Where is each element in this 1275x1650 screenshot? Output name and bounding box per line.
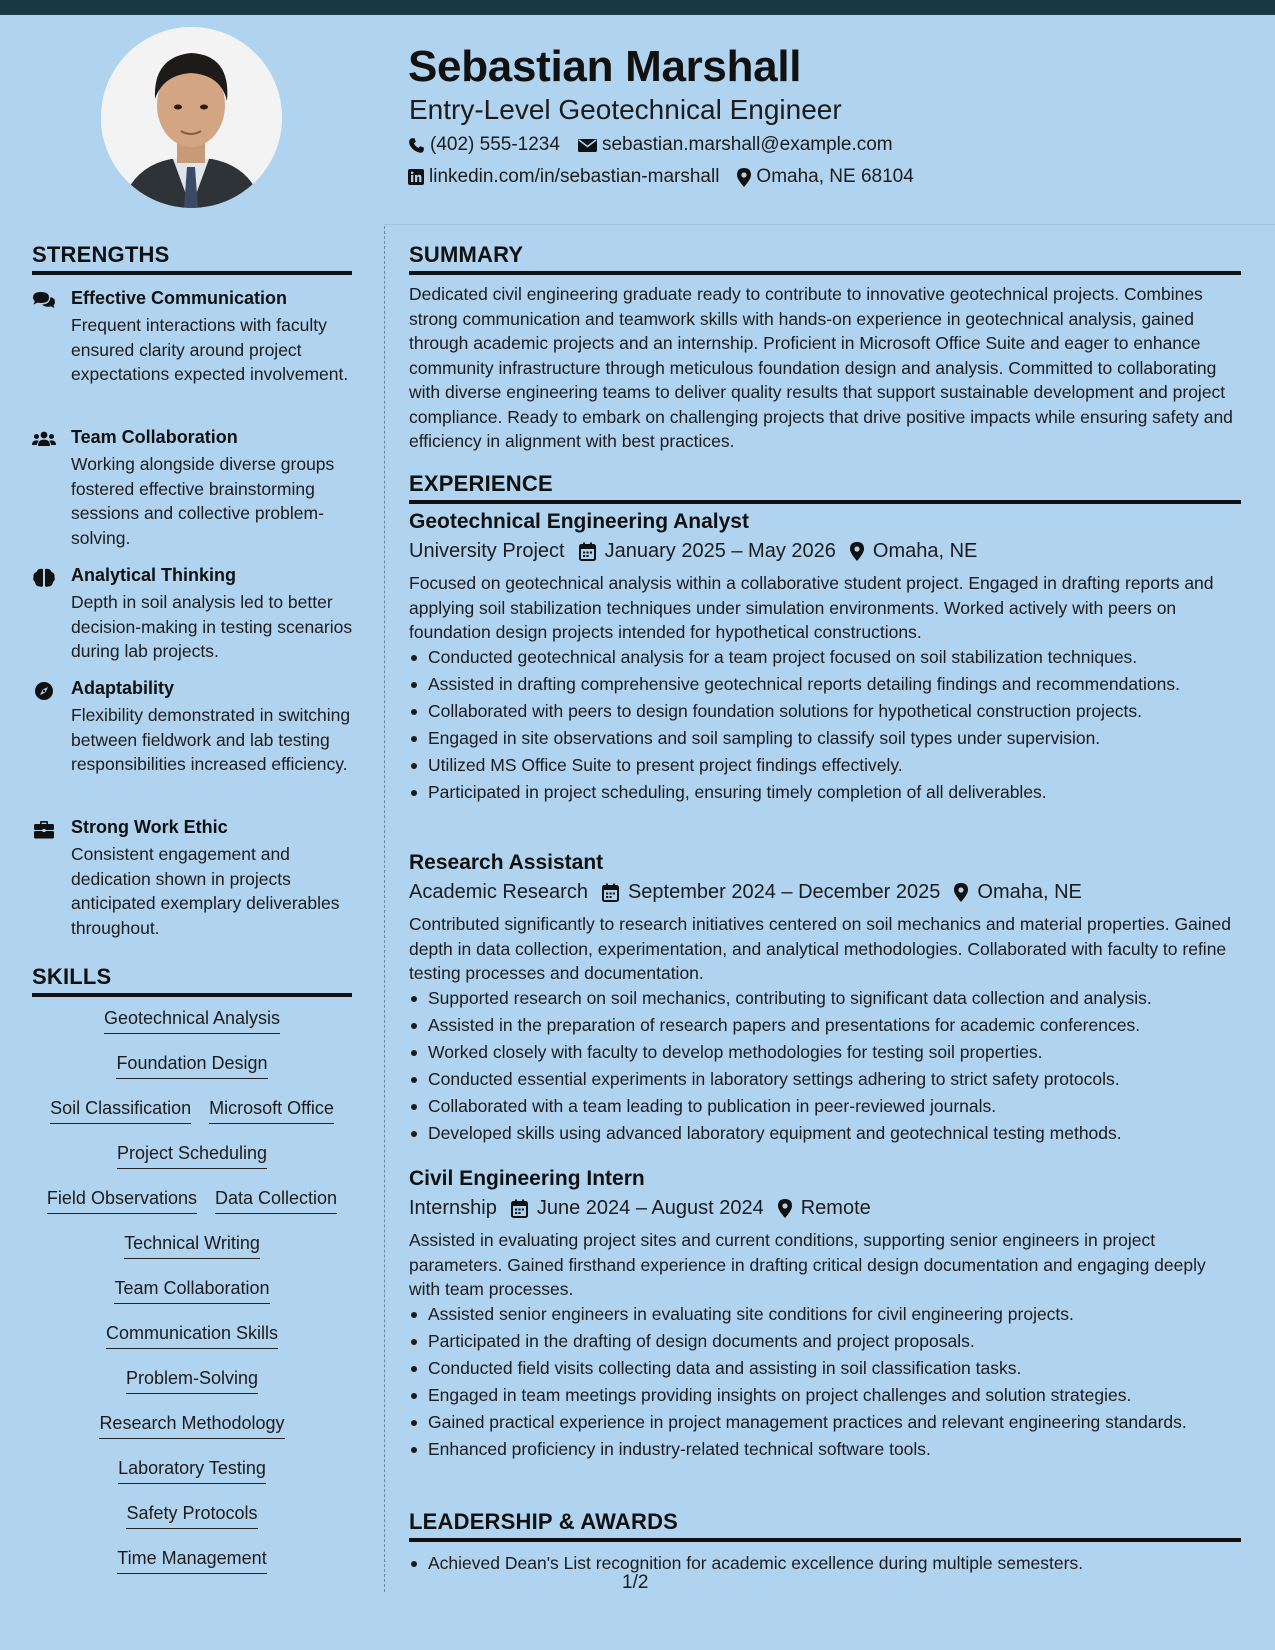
strength-description: Working alongside diverse groups fostered effective brainstorming sessions and collective problem-solving. [71,454,335,548]
brain-icon [32,568,56,588]
job-dates: January 2025 – May 2026 [604,540,836,562]
map-pin-icon [850,542,864,561]
list-item: Participated in project scheduling, ensuring timely completion of all deliverables. [409,780,1241,805]
candidate-title: Entry-Level Geotechnical Engineer [409,94,842,125]
map-pin-icon [954,883,968,902]
list-item: Developed skills using advanced laboratory equipment and geotechnical testing methods. [409,1121,1241,1146]
candidate-name: Sebastian Marshall [408,42,802,91]
strength-title: Effective Communication [71,288,288,308]
skill-tag: Technical Writing [124,1233,260,1259]
list-item: Collaborated with peers to design foundation solutions for hypothetical construction projects. [409,699,1241,724]
contact-row-1 [408,134,911,156]
strength-title: Analytical Thinking [71,565,237,585]
strength-description: Depth in soil analysis led to better decision-making in testing scenarios during lab projects. [71,592,353,661]
skill-tag: Communication Skills [106,1323,278,1349]
linkedin-text: linkedin.com/in/sebastian-marshall [429,166,720,187]
calendar-icon [579,542,596,561]
job-location: Omaha, NE [872,540,978,562]
calendar-icon [511,1199,528,1218]
job-meta [409,1197,1241,1220]
list-item: Conducted field visits collecting data and assisting in soil classification tasks. [409,1356,1241,1381]
strength-description: Consistent engagement and dedication shown in projects anticipated exemplary deliverables throughout. [71,844,340,938]
users-icon [32,430,56,450]
job-meta [409,881,1241,904]
job-description: Focused on geotechnical analysis within a collaborative student project. Engaged in drafting reports and applying soil stabilization techniques under simulation environments. Worked actively with peers on foundation design projects intended for hypothetical constructions. [409,573,1214,642]
skill-tag: Problem-Solving [126,1368,258,1394]
skill-tag: Soil Classification [50,1098,191,1124]
list-item: Engaged in site observations and soil sampling to classify soil types under supervision. [409,726,1241,751]
job-title: Research Assistant [409,851,604,874]
list-item: Enhanced proficiency in industry-related technical software tools. [409,1437,1241,1462]
skill-tag: Safety Protocols [126,1503,257,1529]
skill-tag: Laboratory Testing [118,1458,266,1484]
list-item: Worked closely with faculty to develop methodologies for testing soil properties. [409,1040,1241,1065]
linkedin-icon [408,169,424,185]
email-contact[interactable] [578,134,893,156]
phone-text: (402) 555-1234 [430,134,560,155]
header-divider [384,224,1275,225]
location-contact [737,166,913,188]
strength-title: Team Collaboration [71,427,238,447]
job-location: Remote [800,1197,871,1219]
skill-tag: Time Management [117,1548,266,1574]
envelope-icon [578,138,597,153]
strengths-heading: STRENGTHS [32,242,352,275]
strength-title: Adaptability [71,678,175,698]
job-org: University Project [409,540,565,562]
job-org: Internship [409,1197,497,1219]
list-item: Gained practical experience in project management practices and relevant engineering standards. [409,1410,1241,1435]
job-title: Geotechnical Engineering Analyst [409,510,749,533]
job-description: Contributed significantly to research initiatives centered on soil mechanics and material properties. Gained depth in data collection, experimentation, and analytical methodologies. Collaborated with faculty to refine testing processes and documentation. [409,914,1231,983]
comments-icon [32,291,56,311]
skill-tag: Data Collection [215,1188,337,1214]
list-item: Conducted essential experiments in laboratory settings adhering to strict safety protocols. [409,1067,1241,1092]
strength-title: Strong Work Ethic [71,817,228,837]
map-pin-icon [737,168,751,187]
linkedin-contact[interactable] [408,166,719,188]
list-item: Conducted geotechnical analysis for a team project focused on soil stabilization techniques. [409,645,1241,670]
job-bullets [409,645,1241,805]
list-item: Achieved Dean's List recognition for academic excellence during multiple semesters. [409,1551,1241,1576]
profile-photo [101,27,282,208]
experience-entry [409,851,1241,1148]
leadership-heading: LEADERSHIP & AWARDS [409,1509,1241,1542]
list-item: Assisted in drafting comprehensive geotechnical reports detailing findings and recommendations. [409,672,1241,697]
list-item: Collaborated with a team leading to publication in peer-reviewed journals. [409,1094,1241,1119]
contact-row-2 [408,166,932,188]
job-location: Omaha, NE [977,881,1082,903]
summary-heading: SUMMARY [409,242,1241,275]
list-item: Participated in the drafting of design documents and project proposals. [409,1329,1241,1354]
leadership-list [409,1551,1241,1578]
phone-icon [408,137,425,154]
skill-tag: Microsoft Office [209,1098,334,1124]
skill-tag: Team Collaboration [114,1278,269,1304]
job-dates: June 2024 – August 2024 [536,1197,764,1219]
list-item: Assisted in the preparation of research papers and presentations for academic conferences. [409,1013,1241,1038]
skill-tag: Research Methodology [99,1413,284,1439]
skill-tag: Geotechnical Analysis [104,1008,280,1034]
experience-entry [409,510,1241,807]
list-item: Utilized MS Office Suite to present project findings effectively. [409,753,1241,778]
skills-heading: SKILLS [32,964,352,997]
job-description: Assisted in evaluating project sites and current conditions, supporting senior engineers in project parameters. Gained firsthand experience in drafting critical design documentation and engaging deeply with team processes. [409,1230,1206,1299]
page-number: 1/2 [622,1572,649,1593]
compass-icon [32,681,56,701]
job-title: Civil Engineering Intern [409,1167,645,1190]
strength-description: Frequent interactions with faculty ensured clarity around project expectations expected involvement. [71,315,349,384]
column-divider [384,226,385,1592]
job-meta [409,540,1241,563]
job-org: Academic Research [409,881,588,903]
briefcase-icon [32,820,56,840]
location-text: Omaha, NE 68104 [756,166,914,187]
top-accent-bar [0,0,1275,15]
experience-entry [409,1167,1241,1464]
map-pin-icon [778,1199,792,1218]
skill-tag: Field Observations [47,1188,197,1214]
skill-tag: Foundation Design [116,1053,267,1079]
email-text: sebastian.marshall@example.com [601,134,893,155]
list-item: Assisted senior engineers in evaluating site conditions for civil engineering projects. [409,1302,1241,1327]
strength-description: Flexibility demonstrated in switching between fieldwork and lab testing responsibilities increased efficiency. [71,705,351,774]
skills-list [32,1008,352,1593]
job-bullets [409,1302,1241,1462]
calendar-icon [602,883,619,902]
list-item: Engaged in team meetings providing insights on project challenges and solution strategies. [409,1383,1241,1408]
list-item: Supported research on soil mechanics, contributing to significant data collection and analysis. [409,986,1241,1011]
skill-tag: Project Scheduling [117,1143,267,1169]
summary-text: Dedicated civil engineering graduate ready to contribute to innovative geotechnical projects. Combines strong communication and teamwork skills with hands-on experience in geotechnical analysis, gained through academic projects and an internship. Proficient in Microsoft Office Suite and eager to enhance community infrastructure through meticulous foundation design and analysis. Committed to collaborating with diverse engineering teams to deliver quality results that support sustainable development and project compliance. Ready to embark on challenging projects that drive positive impacts while ensuring safety and efficiency in alignment with best practices. [409,284,1233,451]
job-bullets [409,986,1241,1146]
experience-heading: EXPERIENCE [409,471,1241,504]
phone-contact[interactable] [408,134,560,156]
job-dates: September 2024 – December 2025 [627,881,941,903]
